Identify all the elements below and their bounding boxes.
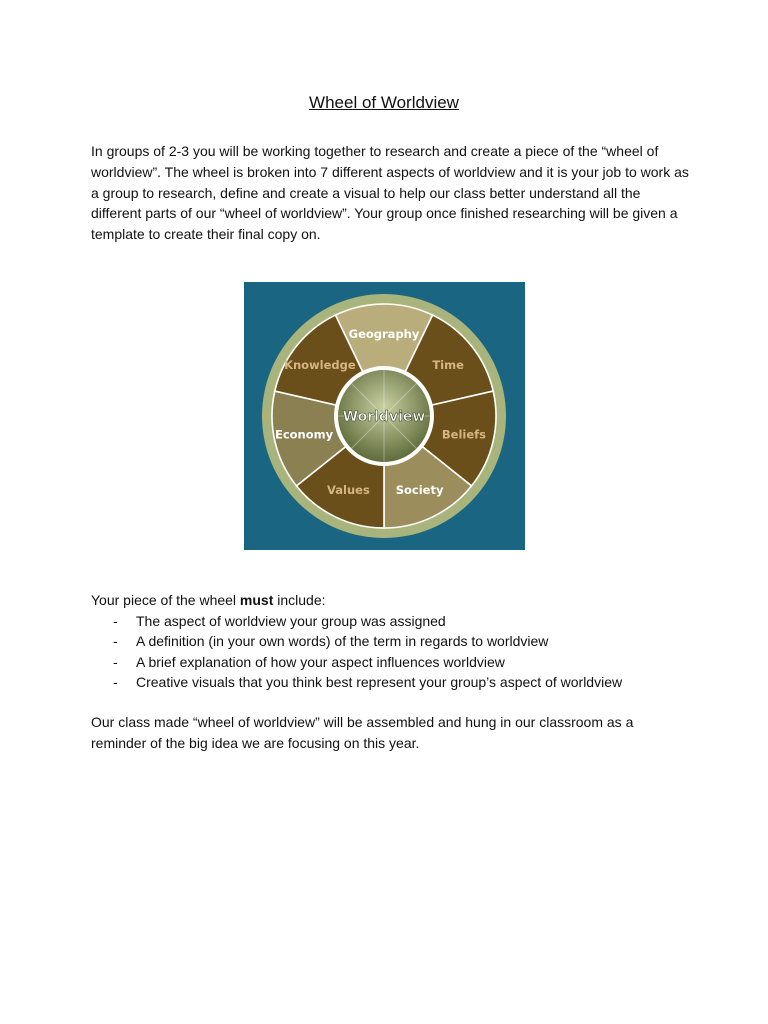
requirement-text: A brief explanation of how your aspect influences worldview: [136, 653, 505, 670]
wheel-segment-label: Time: [432, 357, 464, 372]
document-title: Wheel of Worldview: [309, 93, 459, 112]
requirement-item: [91, 652, 711, 673]
requirement-item: [91, 611, 711, 632]
requirements-section: [91, 590, 711, 693]
requirement-item: [91, 631, 711, 652]
requirement-item: [91, 672, 711, 693]
wheel-segment-label: Knowledge: [284, 357, 356, 372]
requirements-list: [91, 611, 711, 693]
worldview-wheel-image: [244, 282, 525, 550]
bullet-dash: -: [113, 653, 118, 670]
requirements-intro-before: Your piece of the wheel: [91, 592, 240, 608]
wheel-segment-label: Geography: [348, 327, 420, 341]
requirement-text: The aspect of worldview your group was assigned: [136, 612, 446, 629]
requirements-intro-after: include:: [273, 592, 326, 608]
requirement-text: A definition (in your own words) of the term in regards to worldview: [136, 633, 549, 650]
bullet-dash: -: [113, 612, 118, 629]
bullet-dash: -: [113, 633, 118, 650]
wheel-segment-label: Economy: [274, 427, 334, 442]
bullet-dash: -: [113, 674, 118, 691]
requirement-text: Creative visuals that you think best represent your group’s aspect of worldview: [136, 674, 623, 691]
wheel-center-label: Worldview: [342, 409, 426, 425]
wheel-segment-label: Beliefs: [441, 427, 486, 442]
wheel-segment-label: Values: [327, 482, 370, 497]
worldview-wheel-graphic: [244, 282, 525, 550]
wheel-segment-label: Society: [395, 482, 444, 497]
requirements-intro: [91, 590, 711, 611]
intro-paragraph: In groups of 2-3 you will be working together to research and create a piece of the “wheel of worldview”. The wheel is broken into 7 different aspects of worldview and it is your job to work as a group to research, define and create a visual to help our class better understand all the different parts of our “wheel of worldview”. Your group once finished researching will be given a template to create their final copy on.: [91, 143, 689, 243]
requirements-intro-bold: must: [239, 592, 274, 608]
closing-paragraph: Our class made “wheel of worldview” will be assembled and hung in our classroom as a reminder of the big idea we are focusing on this year.: [91, 714, 634, 751]
